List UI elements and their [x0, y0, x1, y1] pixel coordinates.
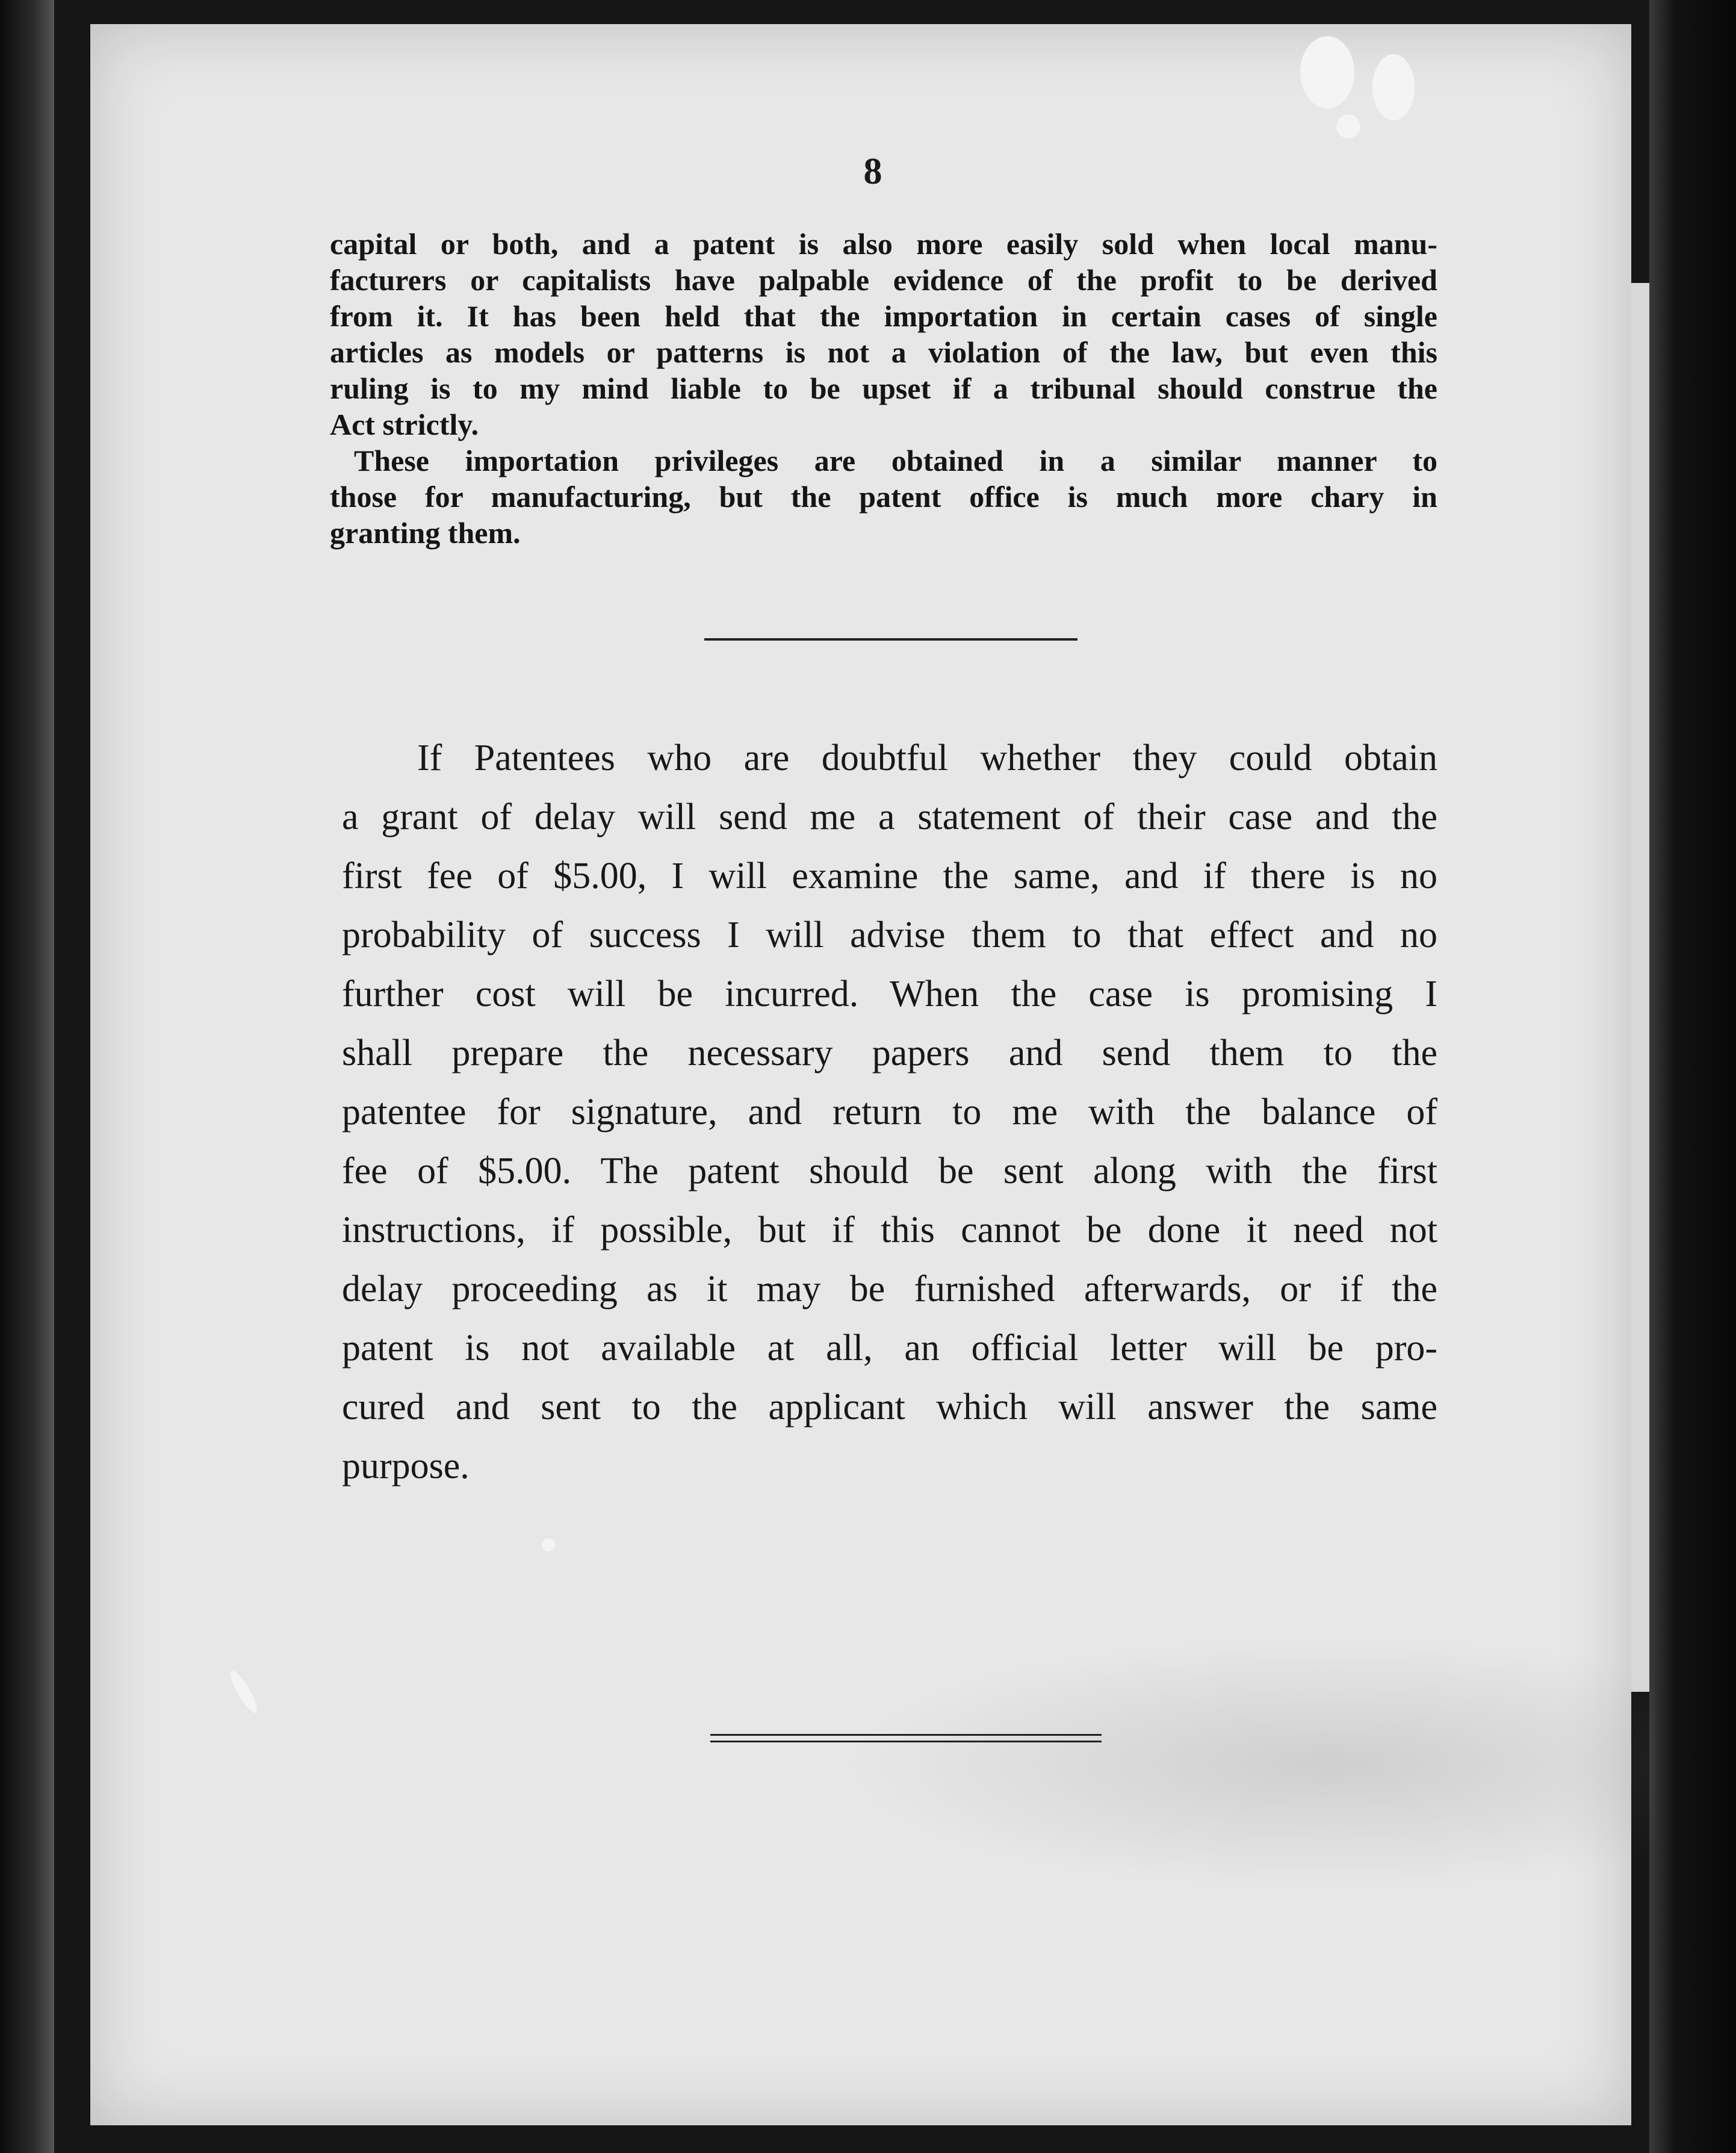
patentee-notice-block — [342, 729, 1437, 1496]
text-line: granting them. — [330, 516, 521, 550]
text-line: instructions, if possible, but if this cannot be done it need not — [342, 1210, 1437, 1250]
text-line: patent is not available at all, an official letter will be pro- — [342, 1328, 1437, 1369]
text-line: delay proceeding as it may be furnished afterwards, or if the — [342, 1269, 1437, 1310]
text-line: These importation privileges are obtained in a similar manner to — [354, 444, 1437, 477]
importation-text-block — [330, 226, 1437, 551]
scan-left-edge — [0, 0, 54, 2153]
text-line: a grant of delay will send me a statement of their case and the — [342, 797, 1437, 837]
scan-speck — [1300, 36, 1354, 108]
text-line: If Patentees who are doubtful whether they could obtain — [417, 738, 1437, 778]
page-number: 8 — [863, 151, 882, 192]
scan-right-edge — [1649, 0, 1736, 2153]
text-line: facturers or capitalists have palpable evidence of the profit to be derived — [330, 263, 1437, 297]
text-line: probability of success I will advise them to that effect and no — [342, 915, 1437, 955]
text-line: Act strictly. — [330, 408, 479, 441]
text-line: first fee of $5.00, I will examine the same, and if there is no — [342, 856, 1437, 896]
text-line: those for manufacturing, but the patent office is much more chary in — [330, 480, 1437, 514]
text-line: fee of $5.00. The patent should be sent along with the first — [342, 1151, 1437, 1191]
section-divider — [704, 638, 1077, 641]
text-line: further cost will be incurred. When the case is promising I — [342, 974, 1437, 1014]
text-line: purpose. — [342, 1446, 470, 1487]
text-line: shall prepare the necessary papers and send them to the — [342, 1033, 1437, 1073]
text-line: patentee for signature, and return to me with the balance of — [342, 1092, 1437, 1132]
text-line: ruling is to my mind liable to be upset if a tribunal should construe the — [330, 371, 1437, 405]
text-line: cured and sent to the applicant which will answer the same — [342, 1387, 1437, 1428]
end-divider — [710, 1734, 1102, 1742]
text-line: capital or both, and a patent is also more easily sold when local manu- — [330, 227, 1437, 261]
text-line: from it. It has been held that the importation in certain cases of single — [330, 299, 1437, 333]
paper-stain — [843, 1638, 1655, 1890]
text-line: articles as models or patterns is not a violation of the law, but even this — [330, 335, 1437, 369]
scan-speck — [1372, 54, 1415, 120]
scan-speck — [542, 1538, 555, 1552]
scan-speck — [1336, 114, 1360, 138]
